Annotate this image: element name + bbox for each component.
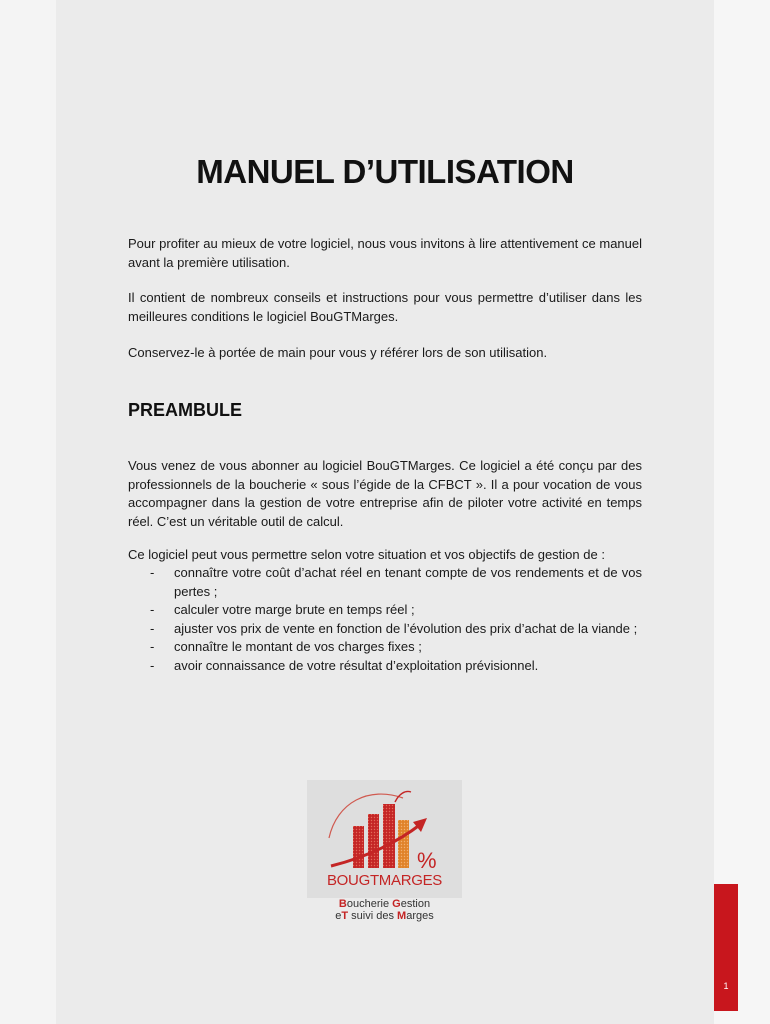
objectives-list [128, 564, 642, 675]
document-title: MANUEL D’UTILISATION [196, 153, 574, 190]
intro-paragraph-2: Il contient de nombreux conseils et instructions pour vous permettre d’utiliser dans les meilleures conditions le logiciel BouGTMarges. [128, 290, 642, 324]
bullet-dash: - [150, 639, 155, 654]
logo-wordmark: BOUGTMARGES [326, 872, 443, 889]
list-intro: Ce logiciel peut vous permettre selon votre situation et vos objectifs de gestion de : [128, 547, 605, 562]
page-tab-marker [714, 884, 738, 1011]
list-item [128, 657, 642, 676]
list-item-text: ajuster vos prix de vente en fonction de l’évolution des prix d’achat de la viande ; [174, 620, 638, 636]
list-item-text: connaître le montant de vos charges fixes ; [174, 639, 422, 654]
list-item [128, 638, 642, 657]
bullet-dash: - [150, 657, 155, 673]
percent-sign: % [417, 848, 437, 873]
bullet-dash: - [150, 620, 155, 636]
bar-3 [383, 804, 395, 868]
logo-tagline [307, 898, 462, 922]
intro-paragraph-3: Conservez-le à portée de main pour vous y référer lors de son utilisation. [128, 345, 548, 360]
right-page-margin [714, 0, 770, 1024]
list-item [128, 564, 642, 601]
bar-4 [398, 820, 409, 868]
preambule-paragraph: Vous venez de vous abonner au logiciel BouGTMarges. Ce logiciel a été conçu par des professionnels de la boucherie « sous l’égide de la CFBCT ». Il a pour vocation de vous accompagner dans la gestion de votre entreprise afin de piloter votre activité en temps réel. C’est un véritable outil de calcul. [128, 458, 642, 529]
list-item-text: avoir connaissance de votre résultat d’exploitation prévisionnel. [174, 657, 539, 673]
bullet-dash: - [150, 565, 155, 580]
bar-1 [353, 826, 364, 868]
bougtmarges-logo [307, 780, 462, 898]
bar-2 [368, 814, 379, 868]
tagline-line-2: eT suivi des Marges [335, 910, 434, 922]
page-number: 1 [723, 981, 729, 991]
list-item-text: connaître votre coût d’achat réel en tenant compte de vos rendements et de vos pertes ; [174, 565, 642, 599]
intro-paragraph-1: Pour profiter au mieux de votre logiciel, nous vous invitons à lire attentivement ce manuel avant la première utilisation. [128, 236, 642, 270]
section-heading-preambule: PREAMBULE [128, 400, 243, 420]
list-item [128, 601, 642, 620]
list-item [128, 620, 642, 639]
left-page-margin [0, 0, 56, 1024]
tagline-line-1: Boucherie Gestion [338, 898, 431, 910]
list-item-text: calculer votre marge brute en temps réel ; [174, 602, 415, 617]
bullet-dash: - [150, 602, 155, 617]
